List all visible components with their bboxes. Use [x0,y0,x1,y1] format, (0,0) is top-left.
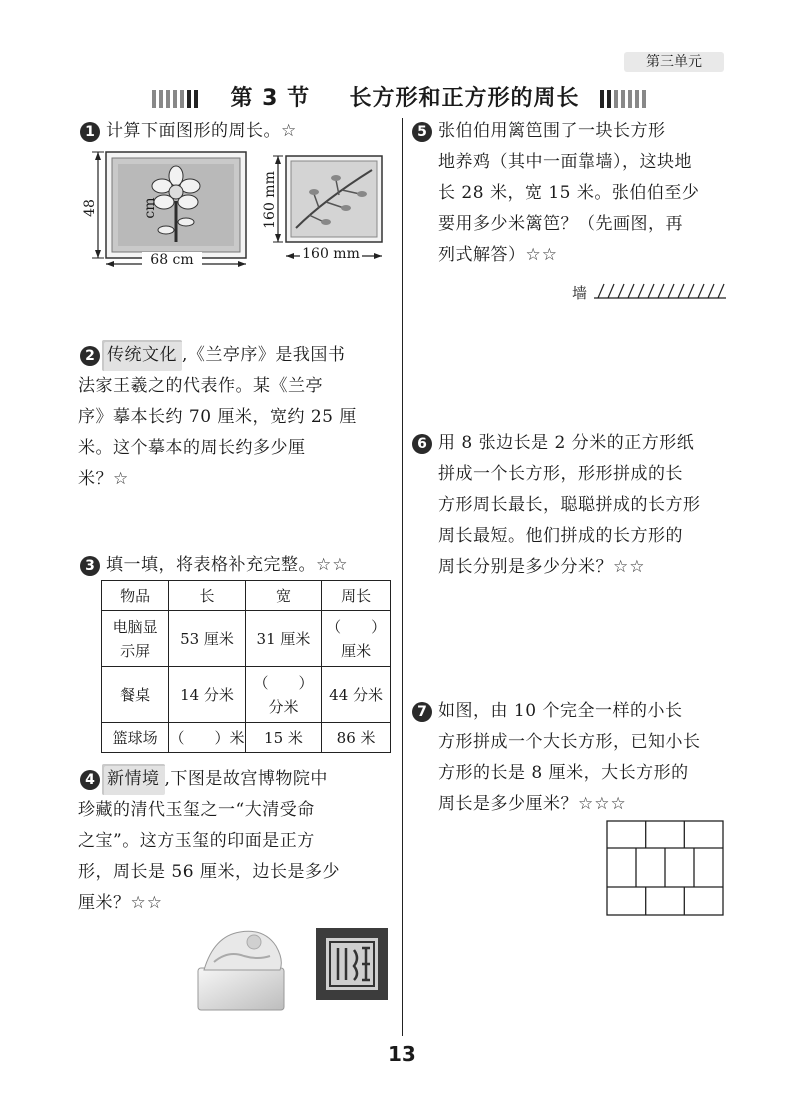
column-divider [402,118,403,1036]
question-1-text [106,116,297,147]
title-right-bars-icon [600,90,646,108]
question-2-stars: ☆ [113,469,130,489]
answer-blank-cell[interactable]: （ ） 分米 [245,667,321,723]
table-cell: 篮球场 [102,723,169,753]
question-1-stars: ☆ [281,121,298,141]
table-cell: 53 厘米 [169,611,245,667]
table-header-cell: 物品 [102,581,169,611]
question-4-stars: ☆☆ [130,893,163,913]
question-2-tag: 传统文化 [102,340,182,371]
unit-tag: 第三单元 [624,52,724,72]
question-5-text: 张伯伯用篱笆围了一块长方形 地养鸡（其中一面靠墙），这块地 长 28 米，宽 15 米。张伯伯至少 要用多少米篱笆？（先画图，再 列式解答）☆☆ [438,121,700,265]
question-2-text: 传统文化 ,《兰亭序》是我国书 法家王羲之的代表作。某《兰亭 序》摹本长约 70 厘米，宽约 25 厘 米。这个摹本的周长约多少厘 米？☆ [102,340,398,495]
question-3-stars: ☆☆ [316,555,349,575]
fig-a-width-label: 68 cm [142,252,202,268]
perimeter-table [101,580,391,753]
table-header-row [102,581,391,611]
wall-hatch-icon [594,282,726,300]
question-6-number: 6 [412,434,432,454]
question-3-text: 填一填，将表格补充完整。☆☆ [106,555,349,575]
question-4-number: 4 [80,770,100,790]
table-row [102,611,391,667]
page-number: 13 [388,1042,416,1066]
fig-b-width-label: 160 mm [300,246,362,262]
question-1-prompt: 计算下面图形的周长。 [106,121,281,141]
rectangle-tiling-diagram [606,820,726,918]
table-row [102,667,391,723]
section-topic: 长方形和正方形的周长 [349,86,580,111]
answer-blank-cell[interactable]: （ ）米 [169,723,245,753]
table-cell: 44 分米 [322,667,391,723]
table-cell: 31 厘米 [245,611,321,667]
table-row [102,723,391,753]
fig-b-height-label: 160 mm [262,171,278,229]
section-number: 第 3 节 [230,86,311,111]
question-6-stars: ☆☆ [613,557,646,577]
table-header-cell: 周长 [322,581,391,611]
table-header-cell: 宽 [245,581,321,611]
table-header-cell: 长 [169,581,245,611]
question-6-text: 用 8 张边长是 2 分米的正方形纸 拼成一个长方形，形形拼成的长 方形周长最长，聪聪拼成的长方形 周长最短。他们拼成的长方形的 周长分别是多少分米？☆☆ [438,433,701,577]
question-4-text: 新情境 ,下图是故宫博物院中 珍藏的清代玉玺之一“大清受命 之宝”。这方玉玺的印面是正方 形，周长是 56 厘米，边长是多少 厘米？☆☆ [102,764,400,919]
question-5-stars: ☆☆ [525,245,558,265]
answer-blank-cell[interactable]: （ ） 厘米 [322,611,391,667]
question-4-tag: 新情境 [102,764,165,795]
question-3-number: 3 [80,556,100,576]
question-2-number: 2 [80,346,100,366]
table-cell: 15 米 [245,723,321,753]
table-cell: 86 米 [322,723,391,753]
seal-stamp-photo [316,928,388,1000]
question-1-number: 1 [80,122,100,142]
fig-a-height-label: 48 cm [82,197,158,219]
wall-label: 墙 [572,284,588,302]
question-7-number: 7 [412,702,432,722]
question-7-stars: ☆☆☆ [578,794,627,814]
jade-seal-photo [184,916,296,1012]
section-title [150,84,660,114]
table-cell: 电脑显 示屏 [102,611,169,667]
table-cell: 14 分米 [169,667,245,723]
question-5-number: 5 [412,122,432,142]
question-7-text: 如图，由 10 个完全一样的小长 方形拼成一个大长方形，已知小长 方形的长是 8 厘米，大长方形的 周长是多少厘米？☆☆☆ [438,701,701,814]
table-cell: 餐桌 [102,667,169,723]
seal-stamp-pattern [316,928,388,1000]
